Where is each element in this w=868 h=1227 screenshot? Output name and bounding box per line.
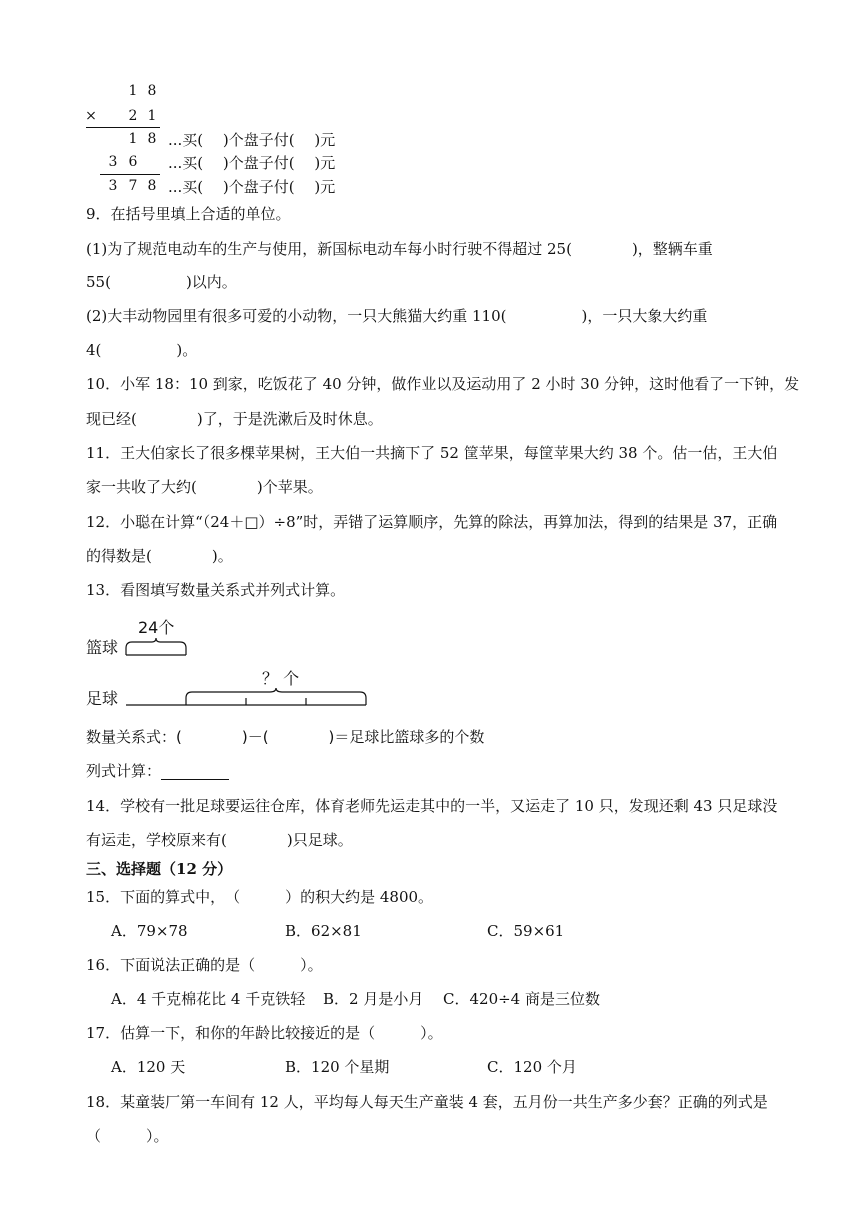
q13-calc [86, 762, 229, 780]
q13-relation: 数量关系式：( )－( )＝足球比篮球多的个数 [86, 728, 485, 746]
q18-line1: 18．某童装厂第一车间有 12 人，平均每人每天生产童装 4 套，五月份一共生产多少套？正确的列式是 [86, 1093, 768, 1111]
q9-p1a: (1)为了规范电动车的生产与使用，新国标电动车每小时行驶不得超过 25( )，整辆车重 [86, 240, 713, 258]
section-heading: 三、选择题（12 分） [86, 860, 233, 878]
q15-option-b[interactable]: B．62×81 [285, 922, 362, 940]
top-count-label: 24个 [138, 618, 175, 637]
q13-calc-label: 列式计算： [86, 762, 162, 780]
q16-option-c[interactable]: C．420÷4 商是三位数 [443, 990, 600, 1008]
bottom-count-label: ？ 个 [262, 669, 300, 688]
digit: 2 [128, 108, 138, 124]
digit: 7 [128, 178, 138, 194]
q15-stem: 15．下面的算式中， （ ）的积大约是 4800。 [86, 888, 434, 906]
q18-line2: （ ）。 [86, 1127, 169, 1145]
digit: 3 [108, 154, 118, 170]
football-label: 足球 [86, 689, 119, 708]
digit: 8 [147, 178, 157, 194]
q9-p2b: 4( )。 [86, 341, 198, 359]
q16-option-a[interactable]: A．4 千克棉花比 4 千克铁轻 [111, 990, 306, 1008]
basketball-label: 篮球 [86, 638, 119, 657]
digit: 8 [147, 83, 157, 99]
q16-stem: 16．下面说法正确的是（ ）。 [86, 956, 323, 974]
digit: 6 [128, 154, 138, 170]
digit: 1 [128, 131, 138, 147]
note-line: ...买( )个盘子付( )元 [168, 131, 336, 149]
q14-line1: 14．学校有一批足球要运往仓库，体育老师先运走其中的一半，又运走了 10 只，发现还剩 43 只足球没 [86, 797, 778, 815]
q10-line1: 10．小军 18：10 到家，吃饭花了 40 分钟，做作业以及运动用了 2 小时 30 分钟，这时他看了一下钟，发 [86, 375, 800, 393]
q17-option-c[interactable]: C．120 个月 [487, 1058, 577, 1076]
q9-p2a: (2)大丰动物园里有很多可爱的小动物，一只大熊猫大约重 110( )，一只大象大约重 [86, 307, 708, 325]
q16-option-b[interactable]: B．2 月是小月 [323, 990, 424, 1008]
q9-p1b: 55( )以内。 [86, 273, 237, 291]
q11-line1: 11．王大伯家长了很多棵苹果树，王大伯一共摘下了 52 筐苹果，每筐苹果大约 38 个。估一估，王大伯 [86, 444, 778, 462]
q13-title: 13．看图填写数量关系式并列式计算。 [86, 581, 346, 599]
q17-option-b[interactable]: B．120 个星期 [285, 1058, 390, 1076]
answer-blank[interactable] [161, 765, 229, 780]
q15-option-a[interactable]: A．79×78 [111, 922, 188, 940]
note-line: ...买( )个盘子付( )元 [168, 154, 336, 172]
digit: 1 [128, 83, 138, 99]
q9-title: 9．在括号里填上合适的单位。 [86, 205, 291, 223]
q15-option-c[interactable]: C．59×61 [487, 922, 565, 940]
q12-line2: 的得数是( )。 [86, 547, 233, 565]
digit: 3 [108, 178, 118, 194]
q17-option-a[interactable]: A．120 天 [111, 1058, 186, 1076]
q12-line1: 12．小聪在计算“（24＋□）÷8”时，弄错了运算顺序，先算的除法，再算加法，得到的结果是 37，正确 [86, 513, 778, 531]
note-line: ...买( )个盘子付( )元 [168, 178, 336, 196]
digit: 1 [147, 108, 157, 124]
multiply-sign: × [85, 108, 97, 124]
q17-stem: 17．估算一下，和你的年龄比较接近的是（ ）。 [86, 1024, 443, 1042]
digit: 8 [147, 131, 157, 147]
q10-line2: 现已经( )了，于是洗漱后及时休息。 [86, 410, 383, 428]
q11-line2: 家一共收了大约( )个苹果。 [86, 478, 323, 496]
q14-line2: 有运走，学校原来有( )只足球。 [86, 831, 353, 849]
